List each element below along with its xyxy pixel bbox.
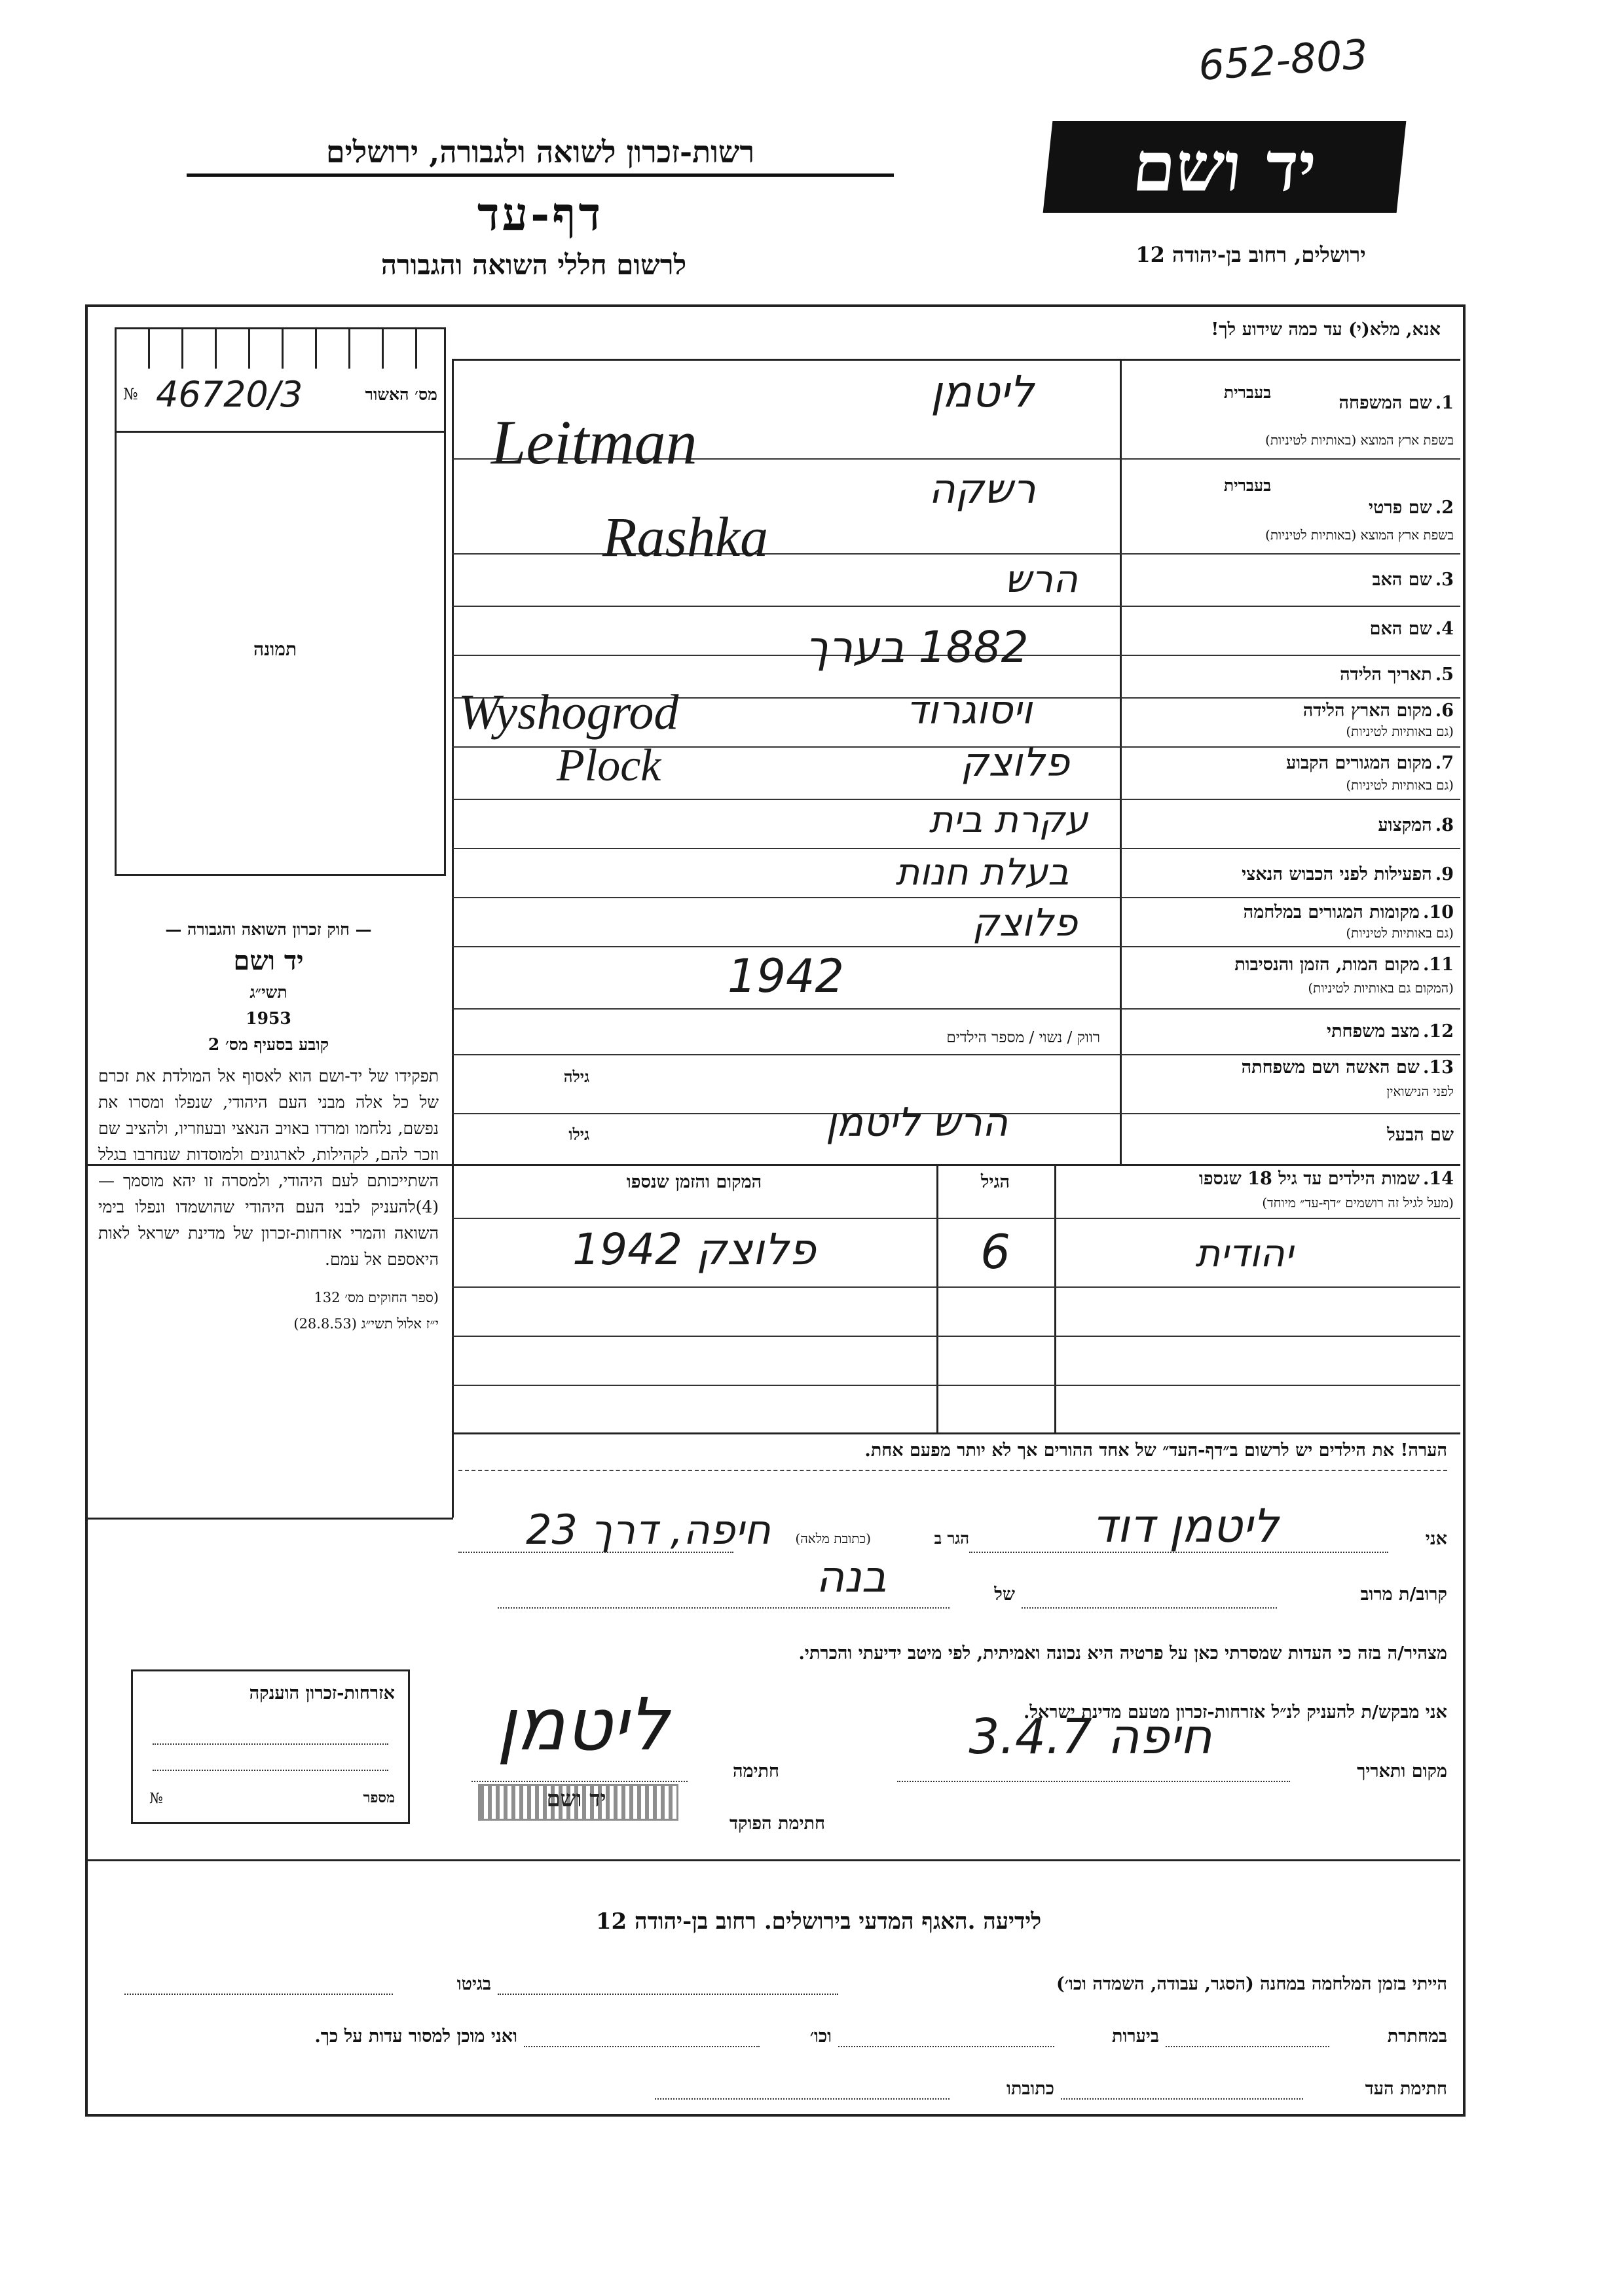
- form-title: דף-עד: [477, 187, 604, 241]
- field-husband-age-label: גילו: [568, 1125, 589, 1144]
- field-11-value: 1942: [727, 949, 845, 1003]
- field-2-sub: בשפת ארץ המוצא (באותיות לטיניות): [1265, 527, 1454, 543]
- form-subtitle: לרשום חללי השואה והגבורה: [380, 249, 687, 281]
- field-2-heb-tag: בעברית: [1223, 476, 1272, 495]
- witness-address-label: (כתובת מלאה): [795, 1531, 871, 1546]
- field-6-value-heb: ויסוגרוד: [906, 687, 1033, 733]
- field-4-label: 4. שם האם: [1369, 619, 1454, 639]
- children-note: (מעל לגיל זה רושמים ״דף-עד״ מיוחד): [1262, 1195, 1454, 1211]
- instruction: אנא, מלא(י) עד כמה שידוע לך!: [1211, 319, 1441, 340]
- field-5-label: 5. תאריך הלידה: [1340, 665, 1454, 685]
- field-5-value: 1882 בערך: [805, 622, 1029, 672]
- field-3-label: 3. שם האב: [1372, 570, 1454, 590]
- child-age: 6: [980, 1224, 1010, 1279]
- field-1-label: 1. שם המשפחה: [1338, 393, 1454, 413]
- field-1-heb-tag: בעברית: [1223, 383, 1272, 402]
- field-11-label: 11. מקום המות, הזמן והנסיבות: [1234, 955, 1454, 975]
- field-2-value-lat: Rashka: [602, 505, 769, 568]
- witness-address: חיפה, דרך 23: [526, 1506, 771, 1554]
- field-11-sub: (המקום גם באותיות לטיניות): [1308, 980, 1454, 996]
- children-col-place: המקום והזמן שנספו: [626, 1172, 762, 1192]
- org-line: רשות-זכרון לשואה ולגבורה, ירושלים: [187, 134, 894, 177]
- witness-place-date: חיפה 3.4.7: [969, 1709, 1212, 1765]
- law-year: תשי״ג: [249, 983, 287, 1002]
- field-8-label: 8. המקצוע: [1378, 815, 1454, 835]
- note: הערה! את הילדים יש לרשום ב״דף-העד״ של אחד ההורים אך לא יותר מפעם אחת.: [458, 1440, 1447, 1471]
- witness-signature-label: חתימה: [732, 1761, 779, 1781]
- field-6-sub: (גם באותיות לטיניות): [1346, 723, 1454, 739]
- witness-officer-label: חתימת הפוקד: [729, 1813, 825, 1834]
- field-6-label: 6. מקום הארץ הלידה: [1302, 701, 1454, 721]
- field-8-value: עקרת בית: [929, 799, 1088, 841]
- citizenship-title: אזרחות-זכרון הוענקה: [249, 1683, 395, 1704]
- witness-relation: בנה: [816, 1552, 887, 1602]
- witness-relation-label: קרוב/ת מרוב: [1360, 1584, 1447, 1605]
- law-source-2: י״ז אלול תשי״ג (28.8.53): [293, 1316, 439, 1332]
- witness-relation-of: של: [994, 1584, 1015, 1605]
- footer-title: לידיעה .האגף המדעי בירושלים. רחוב בן-יהודה 12: [595, 1908, 1042, 1935]
- field-husband-label: שם הבעל: [1387, 1125, 1454, 1145]
- children-col-age: הגיל: [980, 1172, 1010, 1192]
- field-2-label: 2. שם פרטי: [1369, 498, 1454, 518]
- doc-number: 652-803: [1196, 30, 1370, 90]
- footer-line1-a: הייתי בזמן המלחמה במחנה (הסגר, עבודה, השמדה וכו׳): [1056, 1974, 1447, 1994]
- field-10-label: 10. מקומות המגורים במלחמה: [1243, 902, 1454, 922]
- footer-line2-b: ביערות: [1111, 2026, 1159, 2047]
- footer-line3-b: כתובתו: [1006, 2079, 1054, 2099]
- law-year-num: 1953: [246, 1009, 291, 1028]
- field-12-options: רווק / נשוי / מספר הילדים: [946, 1029, 1100, 1046]
- field-husband-value: הרש ליטמן: [825, 1100, 1008, 1146]
- law-section: [98, 917, 439, 1337]
- law-body: תפקידו של יד-ושם הוא לאסוף אל המולדת את זכרם של כל אלה מבני העם היהודי, שנפלו ומסרו את נפשם, נלחמו ומרדו באויב הנאצי ובעוזריו, ולהציב שם וזכר להם, לקהילות, לארגונים ולמוסדות שנחרבו בגלל השתייכותם לעם היהודי, ולמסרה זו יהא מוסמך — (4)להעניק לבני העם היהודי שהושמדו ונפלו בימי השואה והמרי אזרחות-זכרון של מדינת ישראל לאות היאספם אל עמם.: [98, 1066, 439, 1269]
- field-13-age-label: גילה: [563, 1067, 589, 1086]
- registration-label: מס׳ האשור: [365, 385, 437, 404]
- witness-declaration: מצהיר/ה בזה כי העדות שמסרתי כאן על פרטיה היא נכונה ואמיתית, לפי מיטב ידיעתי והכרתי.: [798, 1643, 1447, 1664]
- field-1-value-lat: Leitman: [491, 407, 697, 477]
- field-10-value: פלוצק: [972, 900, 1078, 945]
- child-place: פלוצק 1942: [572, 1224, 816, 1275]
- citizenship-number-label: מספר: [363, 1789, 395, 1806]
- footer-line2-d: ואני מוכן למסור עדות על כך.: [314, 2026, 517, 2047]
- address: ירושלים, רחוב בן-יהודה 12: [1135, 242, 1366, 267]
- citizenship-box: [131, 1669, 410, 1824]
- field-10-sub: (גם באותיות לטיניות): [1346, 925, 1454, 941]
- witness-ani: אני: [1425, 1529, 1447, 1549]
- field-6-value-lat: Wyshogrod: [458, 685, 679, 740]
- registration-number: 46720/3: [156, 374, 303, 415]
- field-9-label: 9. הפעילות לפני הכבוש הנאצי: [1242, 864, 1454, 884]
- photo-label: תמונה: [253, 638, 297, 660]
- field-7-label: 7. מקום המגורים הקבוע: [1285, 753, 1454, 773]
- footer-line3-a: חתימת העד: [1365, 2079, 1447, 2099]
- footer-line2-a: במחתרת: [1387, 2026, 1447, 2047]
- witness-name: ליטמן דוד: [1092, 1499, 1279, 1553]
- field-13-label: 13. שם האשה ושם משפחתה: [1241, 1057, 1454, 1078]
- citizenship-no-mark: №: [149, 1791, 163, 1807]
- field-12-label: 12. מצב משפחתי: [1327, 1021, 1454, 1042]
- law-name: יד ושם: [233, 945, 304, 976]
- witness-signature: ליטמן: [496, 1683, 669, 1766]
- law-title: — חוק זכרון השואה והגבורה —: [165, 920, 372, 939]
- law-clause: קובע בסעיף מס׳ 2: [208, 1035, 329, 1054]
- witness-request: אני מבקש/ת להעניק לנ״ל אזרחות-זכרון מטעם מדינת ישראל.: [1024, 1702, 1447, 1722]
- witness-gar-label: הגר ב: [934, 1529, 969, 1548]
- field-1-value-heb: ליטמן: [931, 367, 1034, 417]
- footer-line2-c: וכו׳: [809, 2026, 832, 2047]
- yad-vashem-logo: יד ושם: [1043, 121, 1407, 213]
- field-13-sub: לפני הנישואין: [1386, 1084, 1454, 1099]
- field-1-sub: בשפת ארץ המוצא (באותיות לטיניות): [1265, 432, 1454, 448]
- field-7-value-heb: פלוצק: [960, 740, 1070, 786]
- registration-no-mark: №: [123, 385, 138, 403]
- registration-box: [115, 327, 446, 433]
- child-name: יהודית: [1195, 1231, 1293, 1275]
- field-7-sub: (גם באותיות לטיניות): [1346, 777, 1454, 793]
- field-7-value-lat: Plock: [557, 740, 661, 791]
- children-title: 14. שמות הילדים עד גיל 18 שנספו: [1198, 1169, 1454, 1189]
- field-3-value: הרש: [1005, 556, 1078, 601]
- officer-stamp-text: יד ושם: [546, 1786, 606, 1812]
- field-9-value: בעלת חנות: [895, 851, 1069, 894]
- field-2-value-heb: רשקה: [929, 465, 1036, 513]
- footer-line1-b: בגיטו: [456, 1974, 491, 1994]
- law-source: (ספר החוקים מס׳ 132: [314, 1290, 439, 1305]
- witness-place-date-label: מקום ותאריך: [1357, 1761, 1447, 1781]
